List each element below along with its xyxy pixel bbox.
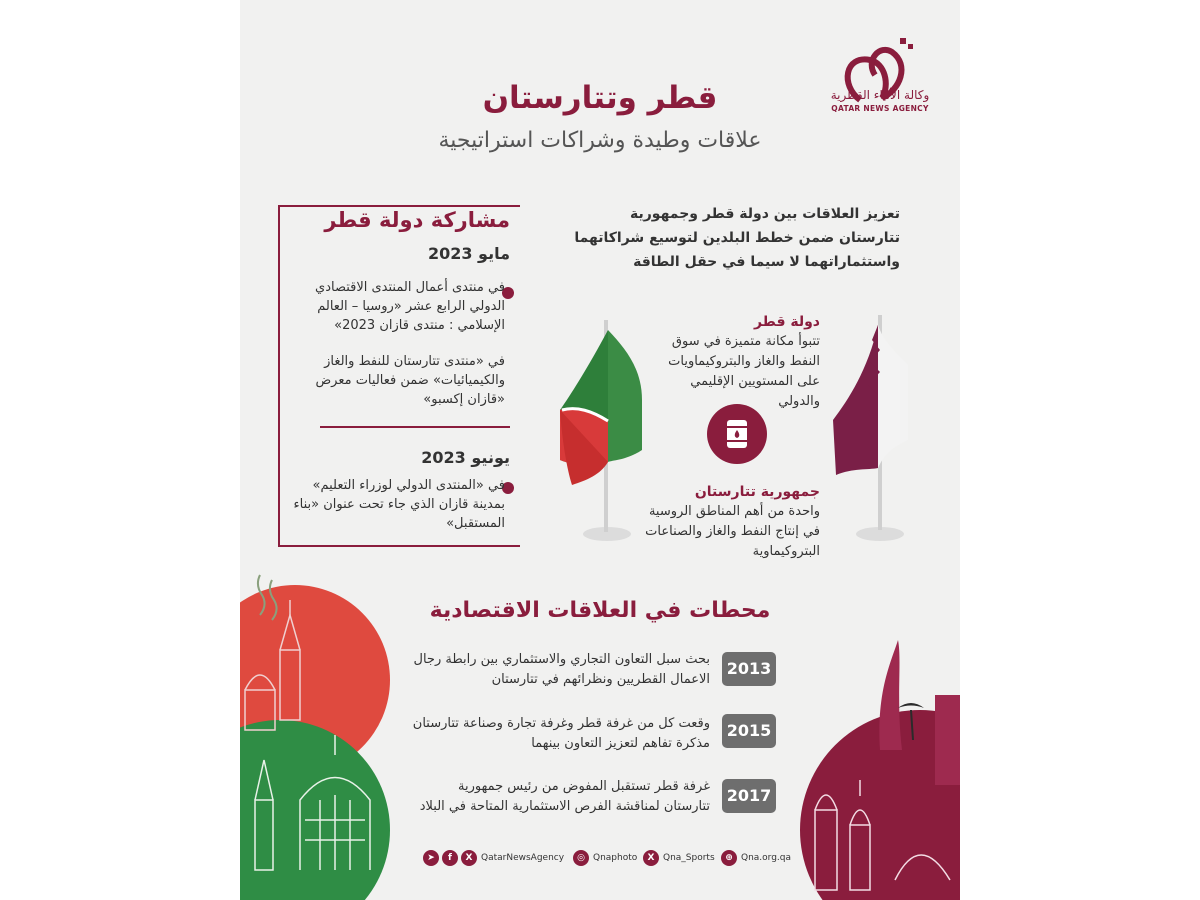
social-x-sports — [640, 850, 715, 866]
qatar-title: دولة قطر — [753, 314, 820, 330]
kazan-skyline-illustration — [240, 570, 400, 900]
month-label: يونيو 2023 — [421, 448, 510, 467]
qatar-flag-icon — [828, 310, 928, 545]
social-handle[interactable]: QatarNewsAgency — [481, 853, 565, 863]
milestone-text: وقعت كل من غرفة قطر وغرفة تجارة وصناعة تتارستان مذكرة تفاهم لتعزيز التعاون بينهما — [412, 716, 710, 751]
facebook-icon[interactable]: f — [442, 850, 458, 866]
social-website — [718, 850, 791, 866]
oil-barrel-icon — [707, 404, 767, 464]
page-title: قطر وتتارستان — [482, 80, 718, 116]
divider — [320, 426, 510, 428]
milestone-text: غرفة قطر تستقبل المفوض من رئيس جمهورية تتارستان لمناقشة الفرص الاستثمارية المتاحة في البلاد — [419, 779, 710, 814]
social-handle[interactable]: Qnaphoto — [593, 853, 638, 863]
social-instagram — [570, 850, 637, 866]
doha-skyline-illustration — [800, 600, 960, 900]
logo-english-text: QATAR NEWS AGENCY — [831, 104, 929, 113]
instagram-icon[interactable]: ◎ — [573, 850, 589, 866]
participation-item: في منتدى أعمال المنتدى الاقتصادي الدولي الرابع عشر «روسيا – العالم الإسلامي : منتدى قازان 2023» — [315, 280, 505, 333]
x-icon[interactable]: X — [461, 850, 477, 866]
social-handle[interactable]: Qna_Sports — [663, 853, 715, 863]
globe-icon[interactable]: ⊕ — [721, 850, 737, 866]
telegram-icon[interactable]: ➤ — [423, 850, 439, 866]
month-label: مايو 2023 — [427, 244, 510, 263]
divider — [278, 205, 520, 207]
milestone-text: بحث سبل التعاون التجاري والاستثماري بين رابطة رجال الاعمال القطريين ونظرائهم في تتارستان — [413, 652, 710, 687]
milestone-year: 2013 — [722, 652, 776, 686]
website-link[interactable]: Qna.org.qa — [741, 853, 792, 863]
divider — [278, 545, 520, 547]
infographic-poster — [240, 0, 960, 900]
qatar-text: تتبوأ مكانة متميزة في سوق النفط والغاز والبتروكيماويات على المستويين الإقليمي والدولي — [668, 334, 820, 409]
divider — [278, 205, 280, 547]
page-subtitle: علاقات وطيدة وشراكات استراتيجية — [438, 128, 762, 153]
milestone-year: 2017 — [722, 779, 776, 813]
x-icon[interactable]: X — [643, 850, 659, 866]
milestone-year: 2015 — [722, 714, 776, 748]
participation-item: في «منتدى تتارستان للنفط والغاز والكيميائيات» ضمن فعاليات معرض «قازان إكسبو» — [315, 354, 505, 407]
participation-item: في «المنتدى الدولي لوزراء التعليم» بمدينة قازان الذي جاء تحت عنوان «بناء المستقبل» — [293, 478, 505, 531]
participation-heading: مشاركة دولة قطر — [285, 208, 510, 232]
milestones-title: محطات في العلاقات الاقتصادية — [429, 598, 771, 623]
tatarstan-title: جمهورية تتارستان — [694, 484, 820, 500]
intro-text: تعزيز العلاقات بين دولة قطر وجمهورية تتارستان ضمن خطط البلدين لتوسيع شراكاتهما واستثماراتهما لا سيما في حقل الطاقة — [574, 206, 900, 270]
social-telegram-facebook-x — [420, 850, 564, 866]
tatarstan-text: واحدة من أهم المناطق الروسية في إنتاج النفط والغاز والصناعات البتروكيماوية — [645, 504, 820, 559]
logo-arabic-text: وكالة الأنباء القطرية — [830, 88, 930, 102]
